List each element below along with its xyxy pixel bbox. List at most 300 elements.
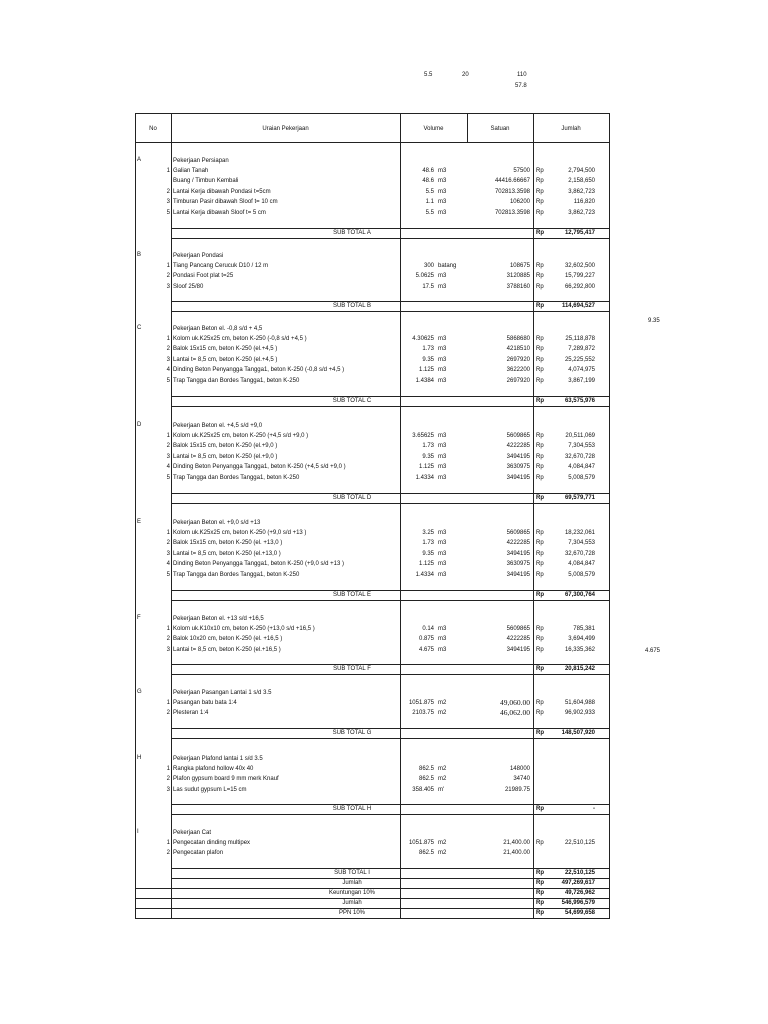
item-total: 16,335,362 xyxy=(564,646,595,653)
subtotal-top-border xyxy=(171,396,609,397)
item-description: Plesteran 1:4 xyxy=(173,710,209,717)
subtotal-label: SUB TOTAL H xyxy=(332,806,372,813)
item-no: 4 xyxy=(166,464,170,471)
rp-label: Rp xyxy=(536,475,544,481)
item-volume: 2103.75 xyxy=(412,710,434,717)
item-no: 3 xyxy=(166,356,170,363)
item-description: Dinding Beton Penyangga Tangga1, beton K-250 (+4,5 s/d +9,0 ) xyxy=(173,464,346,471)
rp-label: Rp xyxy=(536,646,544,653)
item-total: 116,820 xyxy=(573,199,595,206)
rp-label: Rp xyxy=(536,710,544,717)
rp-label: Rp xyxy=(536,879,544,886)
item-no: 1 xyxy=(166,432,170,439)
item-unit-price: 3630975 xyxy=(506,464,530,471)
item-description: Trap Tangga dan Bordes Tangga1, beton K-250 xyxy=(173,475,300,481)
rp-label: Rp xyxy=(536,729,544,736)
item-volume: 1.73 xyxy=(422,346,434,353)
section-letter: C xyxy=(137,325,142,331)
item-total: 5,008,579 xyxy=(568,475,595,481)
item-volume: 3.25 xyxy=(422,529,434,536)
item-volume: 1051.875 xyxy=(408,699,434,706)
item-description: Pasangan batu bata 1:4 xyxy=(173,699,237,706)
item-volume: 0.875 xyxy=(418,636,434,643)
item-description: Balok 15x15 cm, beton K-250 (el.+4,5 ) xyxy=(173,346,278,353)
item-description: Pondasi Foot plat t=25 xyxy=(173,273,234,280)
subtotal-label: SUB TOTAL G xyxy=(332,729,372,736)
item-description: Kolom uk.K25x25 cm, beton K-250 (+4,5 s/d +9,0 ) xyxy=(173,432,309,439)
item-no: 1 xyxy=(166,839,170,846)
item-total: 785,381 xyxy=(573,625,595,632)
item-unit: m2 xyxy=(438,839,447,846)
header-satuan: Satuan xyxy=(490,126,510,132)
item-unit: m3 xyxy=(438,210,447,216)
item-total: 96,902,933 xyxy=(564,710,595,717)
item-unit-price: 57500 xyxy=(513,167,530,174)
item-volume: 1.125 xyxy=(418,561,434,568)
item-unit: m3 xyxy=(438,561,447,568)
item-unit-price: 3494195 xyxy=(506,475,530,481)
subtotal-bottom-border xyxy=(171,814,609,815)
subtotal-bottom-border xyxy=(171,406,609,407)
rp-label: Rp xyxy=(536,378,544,384)
item-unit-price: 49,060.00 xyxy=(500,697,530,707)
item-unit: m3 xyxy=(438,464,447,471)
subtotal-top-border xyxy=(171,868,609,869)
item-volume: 862.5 xyxy=(418,776,434,783)
rp-label: Rp xyxy=(536,699,544,706)
item-description: Kolom uk.K10x10 cm, beton K-250 (+13,0 s/d +16,5 ) xyxy=(173,625,315,632)
item-description: Plafon gypsum board 9 mm merk Knauf xyxy=(173,776,279,783)
rp-label: Rp xyxy=(536,356,544,363)
item-unit-price: 5868680 xyxy=(506,335,530,342)
item-unit: m3 xyxy=(438,646,447,653)
header-no: No xyxy=(149,126,157,132)
rp-label: Rp xyxy=(536,666,544,673)
item-volume: 0.14 xyxy=(422,625,434,632)
item-unit-price: 5609865 xyxy=(506,432,530,439)
item-description: Trap Tangga dan Bordes Tangga1, beton K-250 xyxy=(173,378,300,384)
item-unit: m2 xyxy=(438,850,447,857)
item-unit: m2 xyxy=(438,710,447,717)
item-no: 4 xyxy=(166,367,170,374)
summary-row-border xyxy=(135,888,609,889)
item-no: 2 xyxy=(166,636,170,643)
item-volume: 1.4384 xyxy=(415,378,434,384)
item-volume: 1.4334 xyxy=(415,475,434,481)
rp-label: Rp xyxy=(536,178,544,185)
item-unit-price: 44416.66667 xyxy=(494,178,530,185)
item-unit-price: 3622200 xyxy=(506,367,530,374)
item-unit: m3 xyxy=(438,572,447,578)
item-description: Timburan Pasir dibawah Sloof t= 10 cm xyxy=(173,199,278,206)
subtotal-bottom-border xyxy=(171,503,609,504)
item-unit: m2 xyxy=(438,765,447,772)
item-description: Balok 15x15 cm, beton K-250 (el. +13,0 ) xyxy=(173,540,283,547)
item-unit: m3 xyxy=(438,199,447,206)
item-total: 7,304,553 xyxy=(568,540,595,547)
item-no: 1 xyxy=(166,167,170,174)
rp-label: Rp xyxy=(536,625,544,632)
item-unit: m3 xyxy=(438,167,447,174)
subtotal-label: SUB TOTAL D xyxy=(332,494,372,501)
item-volume: 1.1 xyxy=(425,199,434,206)
item-volume: 5.5 xyxy=(425,210,434,216)
item-volume: 9.35 xyxy=(422,550,434,557)
item-no: 3 xyxy=(166,453,170,460)
item-description: Lantai t= 8,5 cm, beton K-250 (el.+4,5 ) xyxy=(173,356,278,363)
item-total: 25,225,552 xyxy=(564,356,595,363)
subtotal-top-border xyxy=(171,664,609,665)
rp-label: Rp xyxy=(536,494,544,501)
item-unit-price: 148000 xyxy=(509,765,530,772)
item-no: 3 xyxy=(166,199,170,206)
item-unit-price: 4218510 xyxy=(506,346,530,353)
subtotal-label: SUB TOTAL F xyxy=(333,666,371,673)
summary-value: 49,726,962 xyxy=(564,890,595,896)
item-unit: m3 xyxy=(438,346,447,353)
item-unit: m3 xyxy=(438,356,447,363)
summary-row-border xyxy=(135,908,609,909)
header-volume: Volume xyxy=(423,126,444,132)
col-divider xyxy=(400,113,401,919)
section-title: Pekerjaan Pondasi xyxy=(173,253,224,259)
item-volume: 1.125 xyxy=(418,464,434,471)
item-unit: batang xyxy=(438,262,457,269)
rp-label: Rp xyxy=(536,572,544,578)
rp-label: Rp xyxy=(536,210,544,216)
item-no: 5 xyxy=(166,475,170,481)
summary-label: Jumlah xyxy=(342,879,362,886)
item-unit: m3 xyxy=(438,443,447,450)
rp-label: Rp xyxy=(536,529,544,536)
summary-value: 54,699,658 xyxy=(564,910,595,917)
section-letter: F xyxy=(137,615,141,621)
item-total: 3,862,723 xyxy=(568,210,595,216)
item-volume: 1.125 xyxy=(418,367,434,374)
table-right-border xyxy=(609,113,610,919)
header-uraian: Uraian Pekerjaan xyxy=(262,126,309,132)
section-title: Pekerjaan Beton el. +4,5 s/d +9,0 xyxy=(173,423,263,429)
item-volume: 1051.875 xyxy=(408,839,434,846)
rp-label: Rp xyxy=(536,453,544,460)
item-description: Lantai Kerja dibawah Sloof t= 5 cm xyxy=(173,210,266,216)
item-unit-price: 21989.75 xyxy=(504,786,530,793)
top-note: 20 xyxy=(462,72,469,78)
item-total: 20,511,069 xyxy=(565,432,595,439)
subtotal-label: SUB TOTAL A xyxy=(333,229,371,236)
table-left-border xyxy=(135,113,136,919)
section-letter: H xyxy=(137,755,142,761)
item-unit: m3 xyxy=(438,453,447,460)
rp-label: Rp xyxy=(536,910,544,917)
item-description: Kolom uk.K25x25 cm, beton K-250 (+9,0 s/d +13 ) xyxy=(173,529,307,536)
item-unit: m3 xyxy=(438,335,447,342)
rp-label: Rp xyxy=(536,550,544,557)
rp-label: Rp xyxy=(536,806,544,813)
item-description: Balok 10x20 cm, beton K-250 (el. +16,5 ) xyxy=(173,636,283,643)
item-no: 3 xyxy=(166,646,170,653)
summary-label: Jumlah xyxy=(342,900,362,907)
item-unit-price: 4222285 xyxy=(506,540,530,547)
item-description: Rangka plafond hollow 40x 40 xyxy=(173,765,254,772)
section-title: Pekerjaan Persiapan xyxy=(173,158,229,164)
item-unit: m3 xyxy=(438,178,447,185)
item-total: 3,862,723 xyxy=(568,188,595,195)
item-unit-price: 5609865 xyxy=(506,529,530,536)
subtotal-top-border xyxy=(171,590,609,591)
item-no: 5 xyxy=(166,378,170,384)
item-unit-price: 702813.3598 xyxy=(494,210,530,216)
item-unit-price: 3494195 xyxy=(506,453,530,460)
item-description: Tiang Pancang Cerucuk D10 / 12 m xyxy=(173,262,269,269)
item-no: 2 xyxy=(166,346,170,353)
section-title: Pekerjaan Beton el. +13 s/d +16,5 xyxy=(173,616,264,622)
item-description: Lantai t= 8,5 cm, beton K-250 (el.+16,5 ) xyxy=(173,646,281,653)
item-unit-price: 46,062.00 xyxy=(500,708,530,718)
item-unit-price: 5609865 xyxy=(506,625,530,632)
section-letter: G xyxy=(137,689,142,695)
item-unit: m2 xyxy=(438,776,447,783)
rp-label: Rp xyxy=(536,397,544,404)
item-unit-price: 3494195 xyxy=(506,572,530,578)
item-volume: 862.5 xyxy=(418,850,434,857)
item-unit-price: 702813.3598 xyxy=(494,188,530,195)
item-volume: 862.5 xyxy=(418,765,434,772)
subtotal-top-border xyxy=(171,228,609,229)
item-volume: 5.0625 xyxy=(415,273,434,280)
item-volume: 9.35 xyxy=(422,453,434,460)
item-volume: 3.65625 xyxy=(412,432,434,439)
item-volume: 4.675 xyxy=(418,646,434,653)
item-no: 3 xyxy=(166,550,170,557)
subtotal-bottom-border xyxy=(171,674,609,675)
subtotal-bottom-border xyxy=(171,738,609,739)
item-no: 3 xyxy=(166,786,170,793)
rp-label: Rp xyxy=(536,199,544,206)
item-total: 32,670,728 xyxy=(564,550,595,557)
rp-label: Rp xyxy=(536,273,544,280)
item-total: 5,008,579 xyxy=(568,572,595,578)
item-total: 7,289,872 xyxy=(568,346,595,353)
side-note: 4.675 xyxy=(645,648,661,654)
item-unit: m' xyxy=(438,786,445,793)
subtotal-top-border xyxy=(171,301,609,302)
item-total: 66,292,800 xyxy=(564,283,595,290)
rp-label: Rp xyxy=(536,636,544,643)
item-unit: m3 xyxy=(438,475,447,481)
item-unit: m3 xyxy=(438,529,447,536)
item-unit-price: 21,400.00 xyxy=(503,839,530,846)
item-description: Dinding Beton Penyangga Tangga1, beton K-250 (-0,8 s/d +4,5 ) xyxy=(173,367,345,374)
summary-value: 546,996,579 xyxy=(561,900,595,907)
item-total: 25,118,878 xyxy=(565,335,595,342)
item-description: Lantai t= 8,5 cm, beton K-250 (el.+13,0 ) xyxy=(173,550,281,557)
section-letter: D xyxy=(137,422,142,428)
rp-label: Rp xyxy=(536,283,544,290)
rp-label: Rp xyxy=(536,561,544,568)
item-description: Kolom uk.K25x25 cm, beton K-250 (-0,8 s/d +4,5 ) xyxy=(173,335,307,342)
item-unit-price: 2697920 xyxy=(506,378,530,384)
item-total: 18,232,061 xyxy=(564,529,595,536)
rp-label: Rp xyxy=(536,869,544,876)
subtotal-value: 63,575,976 xyxy=(564,397,595,404)
item-total: 22,510,125 xyxy=(564,839,595,846)
summary-row-border xyxy=(135,898,609,899)
item-total: 3,694,499 xyxy=(568,636,595,643)
item-volume: 358.405 xyxy=(412,786,434,793)
rp-label: Rp xyxy=(536,900,544,907)
item-no: 5 xyxy=(166,572,170,578)
item-no: 3 xyxy=(166,283,170,290)
item-no: 2 xyxy=(166,850,170,857)
header-bottom-border xyxy=(135,142,609,143)
item-no: 1 xyxy=(166,699,170,706)
item-unit-price: 3494195 xyxy=(506,550,530,557)
item-total: 3,867,199 xyxy=(568,378,595,384)
item-no: 2 xyxy=(166,710,170,717)
item-unit: m3 xyxy=(438,550,447,557)
item-unit: m3 xyxy=(438,273,447,280)
top-note: 5.5 xyxy=(424,72,433,78)
item-total: 32,670,728 xyxy=(564,453,595,460)
item-unit: m3 xyxy=(438,367,447,374)
item-description: Sloof 25/80 xyxy=(173,283,204,290)
item-unit: m3 xyxy=(438,636,447,643)
item-unit: m3 xyxy=(438,188,447,195)
summary-row-border xyxy=(135,918,609,919)
section-title: Pekerjaan Beton el. -0,8 s/d + 4,5 xyxy=(173,326,263,332)
item-total: 4,084,847 xyxy=(568,561,595,568)
subtotal-top-border xyxy=(171,493,609,494)
section-letter: I xyxy=(137,829,139,835)
subtotal-label: SUB TOTAL B xyxy=(332,303,372,310)
rp-label: Rp xyxy=(536,229,544,236)
subtotal-bottom-border xyxy=(171,600,609,601)
subtotal-bottom-border xyxy=(171,878,609,879)
subtotal-value: 22,510,125 xyxy=(564,869,595,876)
table-top-border xyxy=(135,113,609,114)
item-unit: m3 xyxy=(438,540,447,547)
item-unit-price: 3120885 xyxy=(506,273,530,280)
item-unit-price: 3630975 xyxy=(506,561,530,568)
rp-label: Rp xyxy=(536,540,544,547)
item-no: 2 xyxy=(166,273,170,280)
item-unit: m2 xyxy=(438,699,447,706)
item-volume: 1.73 xyxy=(422,443,434,450)
section-title: Pekerjaan Cat xyxy=(173,830,212,836)
item-no: 5 xyxy=(166,210,170,216)
item-total: 2,794,500 xyxy=(568,167,595,174)
item-volume: 5.5 xyxy=(425,188,434,195)
col-divider xyxy=(533,113,534,919)
item-description: Lantai t= 8,5 cm, beton K-250 (el.+9,0 ) xyxy=(173,453,278,460)
item-total: 4,084,847 xyxy=(568,464,595,471)
item-total: 4,074,975 xyxy=(568,367,595,374)
item-volume: 48.6 xyxy=(422,178,434,185)
section-letter: A xyxy=(137,157,142,163)
item-volume: 4.30625 xyxy=(412,335,434,342)
item-description: Pengecatan dinding multipex xyxy=(173,839,251,846)
subtotal-value: 67,300,764 xyxy=(564,591,595,598)
item-volume: 17.5 xyxy=(422,283,434,290)
rp-label: Rp xyxy=(536,188,544,195)
rp-label: Rp xyxy=(536,303,544,310)
item-no: 1 xyxy=(166,625,170,632)
summary-value: 497,269,617 xyxy=(561,879,595,886)
item-description: Trap Tangga dan Bordes Tangga1, beton K-250 xyxy=(173,572,300,578)
section-title: Pekerjaan Pasangan Lantai 1 s/d 3.5 xyxy=(173,690,272,696)
col-divider xyxy=(171,113,172,919)
item-volume: 1.4334 xyxy=(415,572,434,578)
rp-label: Rp xyxy=(536,464,544,471)
item-unit-price: 34740 xyxy=(513,776,530,783)
item-unit-price: 106200 xyxy=(509,199,530,206)
item-no: 2 xyxy=(166,188,170,195)
subtotal-value: 20,815,242 xyxy=(564,666,595,673)
subtotal-top-border xyxy=(171,728,609,729)
item-no: 2 xyxy=(166,443,170,450)
rp-label: Rp xyxy=(536,335,544,342)
item-volume: 48.6 xyxy=(422,167,434,174)
section-letter: E xyxy=(137,519,142,525)
subtotal-bottom-border xyxy=(171,311,609,312)
item-no: 2 xyxy=(166,540,170,547)
rp-label: Rp xyxy=(536,262,544,269)
item-total: 51,604,988 xyxy=(564,699,595,706)
item-total: 2,158,650 xyxy=(568,178,595,185)
subtotal-value: - xyxy=(593,806,595,813)
item-volume: 300 xyxy=(423,262,434,269)
section-title: Pekerjaan Beton el. +9,0 s/d +13 xyxy=(173,520,261,526)
item-total: 7,304,553 xyxy=(568,443,595,450)
item-no: 2 xyxy=(166,776,170,783)
summary-label: PPN 10% xyxy=(338,910,365,917)
subtotal-value: 12,795,417 xyxy=(564,229,595,236)
section-title: Pekerjaan Plafond lantai 1 s/d 3.5 xyxy=(173,756,263,762)
item-unit-price: 108675 xyxy=(509,262,530,269)
item-description: Pengecatan plafon xyxy=(173,850,224,857)
rp-label: Rp xyxy=(536,346,544,353)
item-unit: m3 xyxy=(438,378,447,384)
summary-label: Keuntungan 10% xyxy=(328,890,376,896)
rp-label: Rp xyxy=(536,432,544,439)
item-unit: m3 xyxy=(438,625,447,632)
item-unit: m3 xyxy=(438,432,447,439)
item-no: 1 xyxy=(166,529,170,536)
subtotal-value: 69,579,771 xyxy=(564,494,595,501)
subtotal-top-border xyxy=(171,804,609,805)
item-description: Balok 15x15 cm, beton K-250 (el.+9,0 ) xyxy=(173,443,278,450)
item-description: Dinding Beton Penyangga Tangga1, beton K-250 (+9,0 s/d +13 ) xyxy=(173,561,345,568)
item-no: 1 xyxy=(166,765,170,772)
item-unit-price: 4222285 xyxy=(506,443,530,450)
header-jumlah: Jumlah xyxy=(561,126,581,132)
col-divider xyxy=(467,113,468,142)
item-description: Galian Tanah xyxy=(173,167,209,174)
subtotal-value: 114,694,527 xyxy=(561,303,595,310)
item-unit-price: 4222285 xyxy=(506,636,530,643)
item-description: Buang / Timbun Kembali xyxy=(173,178,239,185)
subtotal-label: SUB TOTAL C xyxy=(332,397,372,404)
rp-label: Rp xyxy=(536,839,544,846)
section-letter: B xyxy=(137,252,142,258)
item-no: 1 xyxy=(166,335,170,342)
subtotal-label: SUB TOTAL E xyxy=(332,591,372,598)
subtotal-value: 148,507,920 xyxy=(561,729,595,736)
subtotal-bottom-border xyxy=(171,238,609,239)
item-total: 15,799,227 xyxy=(564,273,595,280)
top-note: 57.8 xyxy=(515,83,527,89)
